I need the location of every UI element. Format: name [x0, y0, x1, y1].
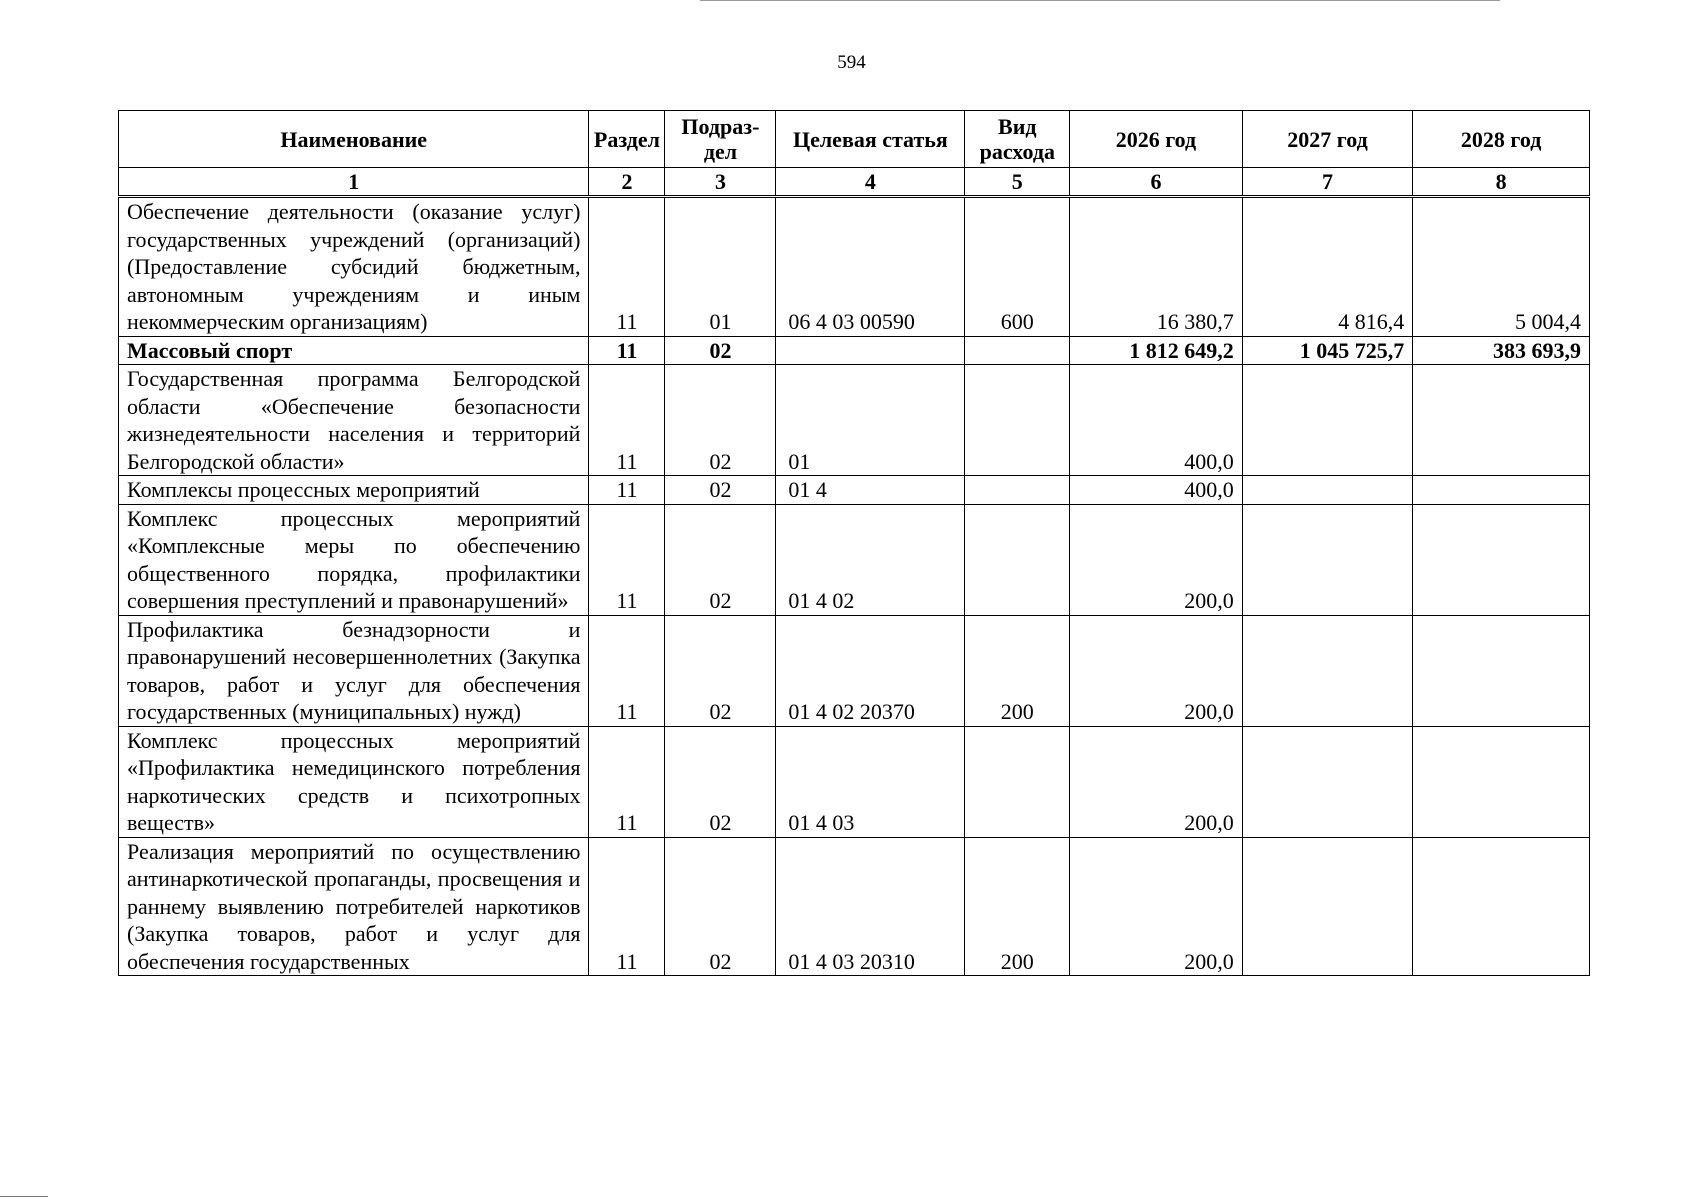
- row-podrazdel: 02: [665, 615, 776, 726]
- row-target: 01 4: [776, 476, 965, 505]
- row-podrazdel: 02: [665, 365, 776, 476]
- table-row: [119, 197, 1590, 337]
- table-row: [119, 615, 1590, 726]
- row-razdel: 11: [589, 336, 665, 365]
- row-name: Массовый спорт: [119, 336, 589, 365]
- row-podrazdel: 02: [665, 336, 776, 365]
- row-2027: [1242, 615, 1413, 726]
- column-number: 7: [1242, 168, 1413, 197]
- table-row-section: [119, 336, 1590, 365]
- row-2028: [1413, 504, 1590, 615]
- table-row: [119, 504, 1590, 615]
- column-number: 6: [1070, 168, 1243, 197]
- scan-edge-line: [700, 0, 1500, 1]
- row-2026: 200,0: [1070, 837, 1243, 976]
- row-vid: [965, 726, 1070, 837]
- row-target: 01 4 02 20370: [776, 615, 965, 726]
- row-2028: 5 004,4: [1413, 197, 1590, 337]
- row-2028: [1413, 726, 1590, 837]
- row-target: 01 4 02: [776, 504, 965, 615]
- row-2028: 383 693,9: [1413, 336, 1590, 365]
- table-row: [119, 365, 1590, 476]
- row-2027: 4 816,4: [1242, 197, 1413, 337]
- column-number: 2: [589, 168, 665, 197]
- header-2027: 2027 год: [1242, 111, 1413, 168]
- header-2028: 2028 год: [1413, 111, 1590, 168]
- row-2028: [1413, 365, 1590, 476]
- row-name: Обеспечение деятельности (оказание услуг) государственных учреждений (организаций) (Предоставление субсидий бюджетным, автономным учреждениям и иным некоммерческим организациям): [119, 197, 589, 337]
- row-2027: [1242, 476, 1413, 505]
- row-razdel: 11: [589, 726, 665, 837]
- row-podrazdel: 02: [665, 837, 776, 976]
- row-2026: 200,0: [1070, 615, 1243, 726]
- row-2026: 400,0: [1070, 476, 1243, 505]
- row-name: Комплексы процессных мероприятий: [119, 476, 589, 505]
- header-target: Целевая статья: [776, 111, 965, 168]
- row-2026: 400,0: [1070, 365, 1243, 476]
- row-2026: 1 812 649,2: [1070, 336, 1243, 365]
- page-number: 594: [837, 52, 866, 73]
- row-vid: [965, 504, 1070, 615]
- row-razdel: 11: [589, 615, 665, 726]
- budget-table: [118, 110, 1590, 976]
- row-name: Профилактика безнадзорности и правонарушений несовершеннолетних (Закупка товаров, работ и услуг для обеспечения государственных (муниципальных) нужд): [119, 615, 589, 726]
- column-number: 3: [665, 168, 776, 197]
- row-podrazdel: 02: [665, 476, 776, 505]
- row-vid: [965, 365, 1070, 476]
- table-row: [119, 837, 1590, 976]
- row-name: Реализация мероприятий по осуществлению антинаркотической пропаганды, просвещения и раннему выявлению потребителей наркотиков (Закупка товаров, работ и услуг для обеспечения государственных: [119, 837, 589, 976]
- row-2026: 16 380,7: [1070, 197, 1243, 337]
- row-razdel: 11: [589, 197, 665, 337]
- row-vid: 600: [965, 197, 1070, 337]
- column-number: 5: [965, 168, 1070, 197]
- row-2026: 200,0: [1070, 504, 1243, 615]
- row-2027: [1242, 837, 1413, 976]
- row-target: 01 4 03: [776, 726, 965, 837]
- row-vid: [965, 476, 1070, 505]
- header-vid: Вид расхода: [965, 111, 1070, 168]
- row-razdel: 11: [589, 476, 665, 505]
- row-2027: [1242, 365, 1413, 476]
- row-2027: [1242, 504, 1413, 615]
- row-name: Комплекс процессных мероприятий «Комплексные меры по обеспечению общественного порядка, профилактики совершения преступлений и правонарушений»: [119, 504, 589, 615]
- column-number: 4: [776, 168, 965, 197]
- header-razdel: Раздел: [589, 111, 665, 168]
- header-row: [119, 111, 1590, 168]
- column-number: 1: [119, 168, 589, 197]
- row-vid: 200: [965, 837, 1070, 976]
- row-podrazdel: 02: [665, 504, 776, 615]
- row-2027: 1 045 725,7: [1242, 336, 1413, 365]
- row-target: 06 4 03 00590: [776, 197, 965, 337]
- row-podrazdel: 02: [665, 726, 776, 837]
- scan-edge-line: [0, 1196, 48, 1197]
- row-2027: [1242, 726, 1413, 837]
- row-vid: [965, 336, 1070, 365]
- row-2028: [1413, 615, 1590, 726]
- row-razdel: 11: [589, 837, 665, 976]
- row-target: 01 4 03 20310: [776, 837, 965, 976]
- row-podrazdel: 01: [665, 197, 776, 337]
- row-razdel: 11: [589, 365, 665, 476]
- row-name: Комплекс процессных мероприятий «Профилактика немедицинского потребления наркотических средств и психотропных веществ»: [119, 726, 589, 837]
- column-number-row: [119, 168, 1590, 197]
- row-2026: 200,0: [1070, 726, 1243, 837]
- header-2026: 2026 год: [1070, 111, 1243, 168]
- header-podrazdel: Подраз-дел: [665, 111, 776, 168]
- row-2028: [1413, 837, 1590, 976]
- row-razdel: 11: [589, 504, 665, 615]
- row-target: [776, 336, 965, 365]
- table-row: [119, 726, 1590, 837]
- row-vid: 200: [965, 615, 1070, 726]
- column-number: 8: [1413, 168, 1590, 197]
- row-2028: [1413, 476, 1590, 505]
- row-name: Государственная программа Белгородской области «Обеспечение безопасности жизнедеятельности населения и территорий Белгородской области»: [119, 365, 589, 476]
- header-name: Наименование: [119, 111, 589, 168]
- table-row: [119, 476, 1590, 505]
- row-target: 01: [776, 365, 965, 476]
